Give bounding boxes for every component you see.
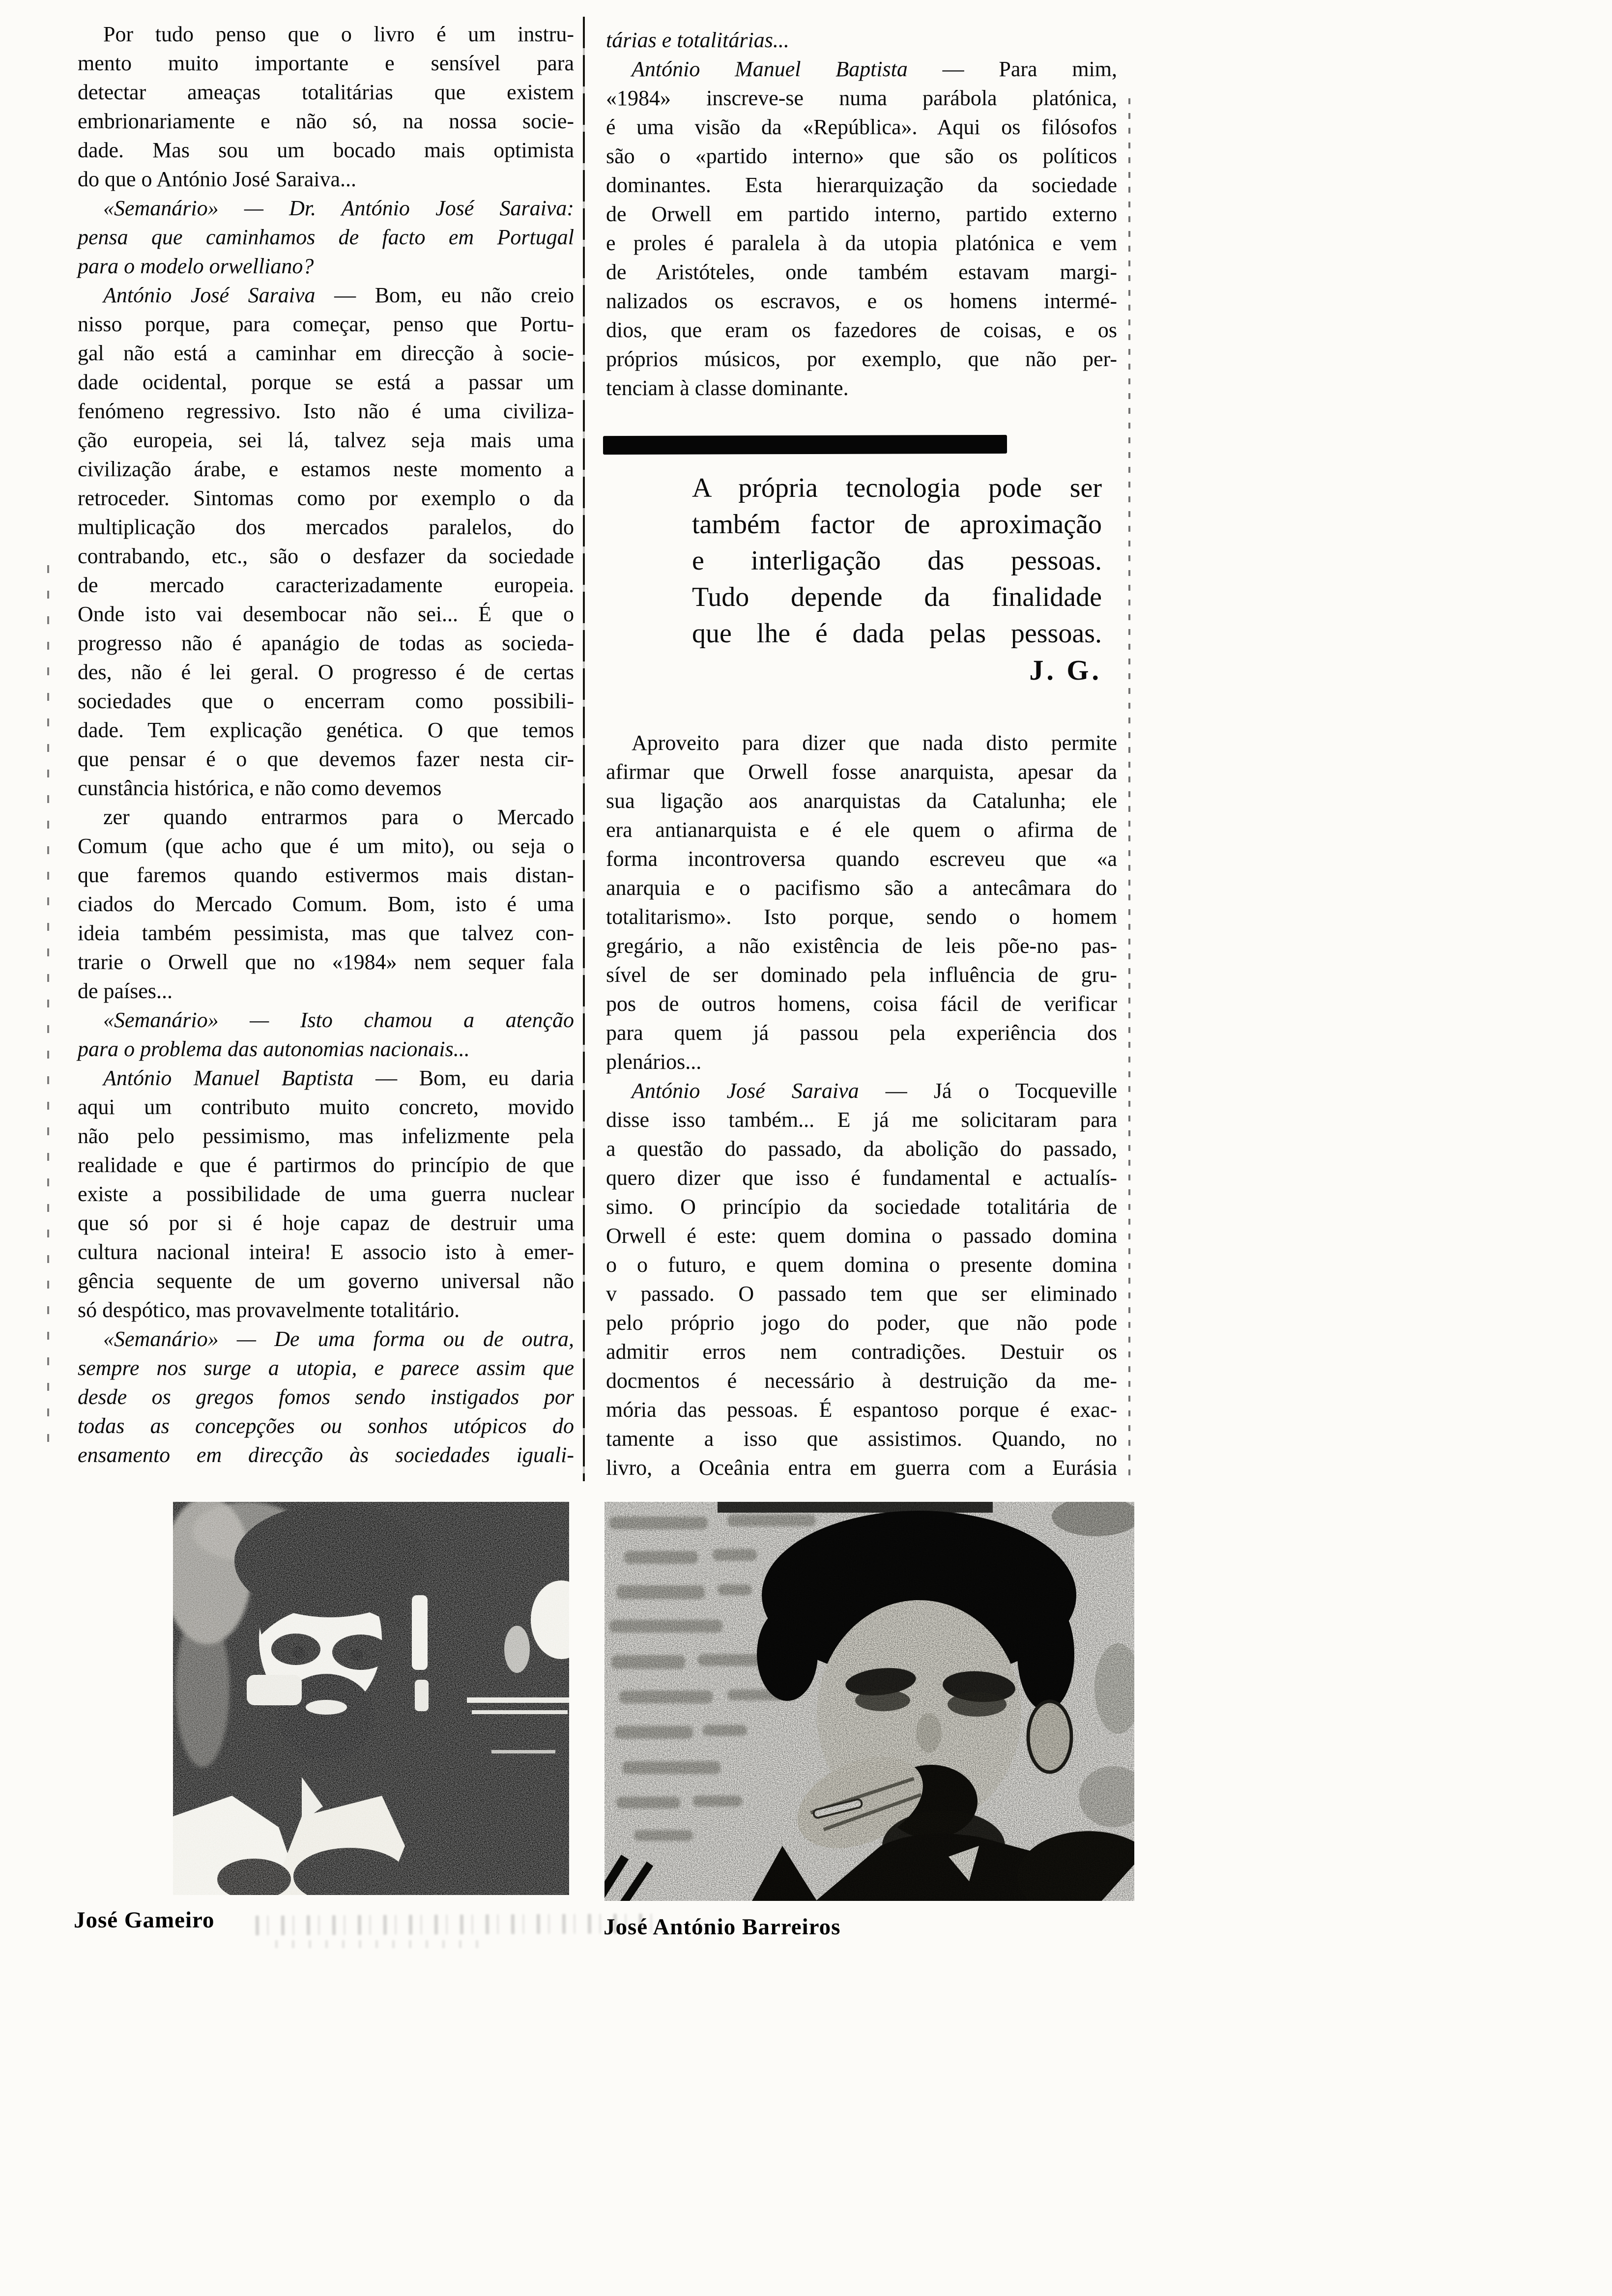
text-line: dade. Mas sou um bocado mais optimista [78, 138, 574, 162]
text-line: ciados do Mercado Comum. Bom, isto é uma [78, 892, 574, 916]
text-line: forma incontroversa quando escreveu que «a [606, 847, 1117, 871]
separator-bar [603, 435, 1007, 455]
right-column-bottom [606, 728, 1117, 1482]
text-line: sempre nos surge a utopia, e parece assim que [78, 1356, 574, 1380]
text-line: ensamento em direcção às sociedades iguali- [78, 1443, 574, 1467]
text-line: de Aristóteles, onde também estavam margi- [606, 260, 1117, 284]
text-line: v passado. O passado tem que ser eliminado [606, 1282, 1117, 1306]
text-line: António Manuel Baptista — Para mim, [632, 57, 1118, 81]
text-line: era antianarquista e é ele quem o afirma de [606, 818, 1117, 842]
text-line: Por tudo penso que o livro é um instru- [103, 22, 574, 46]
text-line: disse isso também... E já me solicitaram para [606, 1108, 1117, 1132]
text-line: sociedades que o encerram como possibili- [78, 689, 574, 713]
text-line: que lhe é dada pelas pessoas. [692, 618, 1102, 649]
text-line: realidade e que é partirmos do princípio de que [78, 1153, 574, 1177]
text-line: António José Saraiva — Já o Tocqueville [632, 1079, 1117, 1103]
text-line: gência sequente de um governo universal não [78, 1269, 574, 1293]
text-line: «Semanário» — Isto chamou a atenção [103, 1008, 574, 1032]
text-line: dade ocidental, porque se está a passar um [78, 370, 574, 394]
text-line: «1984» inscreve-se numa parábola platónica, [606, 86, 1117, 110]
text-line: Orwell é este: quem domina o passado domina [606, 1224, 1117, 1248]
text-line: a questão do passado, da abolição do passado, [606, 1137, 1117, 1161]
text-line: ideia também pessimista, mas que talvez con- [78, 921, 574, 945]
text-line: progresso não é apanágio de todas as socieda- [78, 631, 574, 655]
text-line: que pensar é o que devemos fazer nesta cir- [78, 747, 574, 771]
text-line: António José Saraiva — Bom, eu não creio [103, 283, 574, 307]
text-line: próprios músicos, por exemplo, que não per- [606, 347, 1117, 371]
text-line: ção europeia, sei lá, talvez seja mais uma [78, 428, 574, 452]
text-line: do que o António José Saraiva... [78, 167, 357, 191]
text-line: retroceder. Sintomas como por exemplo o da [78, 486, 574, 510]
text-line: des, não é lei geral. O progresso é de certas [78, 660, 574, 684]
text-line: mória das pessoas. É espantoso porque é exac- [606, 1398, 1117, 1422]
caption-smudge [256, 1914, 659, 1935]
text-line: docmentos é necessário à destruição da me- [606, 1369, 1117, 1393]
right-column-top [606, 26, 1117, 402]
text-line: «Semanário» — Dr. António José Saraiva: [103, 196, 574, 220]
text-line: sível de ser dominado pela influência de gru- [606, 963, 1117, 987]
text-line: pensa que caminhamos de facto em Portugal [78, 225, 574, 249]
text-line: totalitarismo». Isto porque, sendo o homem [606, 905, 1117, 929]
text-line: tárias e totalitárias... [606, 28, 789, 52]
text-line: gregário, a não existência de leis põe-no pas- [606, 934, 1117, 958]
right-margin-rule [1128, 98, 1130, 1484]
text-line: aqui um contributo muito concreto, movido [78, 1095, 574, 1119]
text-line: o o futuro, e quem domina o presente domina [606, 1253, 1117, 1277]
text-line: também factor de aproximação [692, 509, 1102, 540]
text-line: são o «partido interno» que são os políticos [606, 144, 1117, 168]
text-line: de mercado caracterizadamente europeia. [78, 573, 574, 597]
text-line: livro, a Oceânia entra em guerra com a Eurásia [606, 1456, 1117, 1480]
caption-jose-antonio-barreiros: José António Barreiros [604, 1914, 841, 1940]
text-line: sua ligação aos anarquistas da Catalunha; ele [606, 789, 1117, 813]
text-line: mento muito importante e sensível para [78, 51, 574, 75]
text-line: para quem já passou pela experiência dos [606, 1021, 1117, 1045]
text-line: nalizados os escravos, e os homens intermé- [606, 289, 1117, 313]
text-line: fenómeno regressivo. Isto não é uma civiliza- [78, 399, 574, 423]
text-line: quero dizer que isso é fundamental e actualís- [606, 1166, 1117, 1190]
text-line: pelo próprio jogo do poder, que não pode [606, 1311, 1117, 1335]
text-line: embrionariamente e não só, na nossa socie- [78, 109, 574, 133]
text-line: Comum (que acho que é um mito), ou seja o [78, 834, 574, 858]
text-line: que só por si é hoje capaz de destruir uma [78, 1211, 574, 1235]
text-line: e proles é paralela à da utopia platónica e vem [606, 231, 1117, 255]
text-line: desde os gregos fomos sendo instigados por [78, 1385, 574, 1409]
text-line: gal não está a caminhar em direcção à socie- [78, 341, 574, 365]
text-line: só despótico, mas provavelmente totalitário. [78, 1298, 460, 1322]
photo-jose-antonio-barreiros [604, 1502, 1134, 1901]
photo-jose-gameiro [173, 1502, 569, 1895]
text-line: contrabando, etc., são o desfazer da sociedade [78, 544, 574, 568]
text-line: tamente a isso que assistimos. Quando, no [606, 1427, 1117, 1451]
text-line: pos de outros homens, coisa fácil de verificar [606, 992, 1117, 1016]
text-line: é uma visão da «República». Aqui os filósofos [606, 115, 1117, 139]
pull-quote-signature: J. G. [1029, 654, 1102, 686]
text-line: António Manuel Baptista — Bom, eu daria [103, 1066, 574, 1090]
text-line: existe a possibilidade de uma guerra nuclear [78, 1182, 574, 1206]
text-line: A própria tecnologia pode ser [692, 473, 1102, 503]
text-line: nisso porque, para começar, penso que Portu- [78, 312, 574, 336]
column-divider-line [583, 17, 585, 1481]
text-line: dade. Tem explicação genética. O que temos [78, 718, 574, 742]
text-line: para o problema das autonomias nacionais... [78, 1037, 470, 1061]
caption-jose-gameiro: José Gameiro [74, 1907, 215, 1933]
text-line: Tudo depende da finalidade [692, 582, 1102, 612]
text-line: zer quando entrarmos para o Mercado [103, 805, 574, 829]
text-line: anarquia e o pacifismo são a antecâmara do [606, 876, 1117, 900]
text-line: detectar ameaças totalitárias que existem [78, 80, 574, 104]
text-line: Onde isto vai desembocar não sei... É que o [78, 602, 574, 626]
text-line: dominantes. Esta hierarquização da sociedade [606, 173, 1117, 197]
text-line: todas as concepções ou sonhos utópicos do [78, 1414, 574, 1438]
text-line: cunstância histórica, e não como devemos [78, 776, 442, 800]
text-line: plenários... [606, 1050, 702, 1074]
text-line: de Orwell em partido interno, partido externo [606, 202, 1117, 226]
text-line: multiplicação dos mercados paralelos, do [78, 515, 574, 539]
text-line: trarie o Orwell que no «1984» nem sequer fala [78, 950, 574, 974]
text-line: de países... [78, 979, 173, 1003]
text-line: civilização árabe, e estamos neste momento a [78, 457, 574, 481]
caption-smudge-2 [275, 1940, 482, 1948]
text-line: «Semanário» — De uma forma ou de outra, [103, 1327, 574, 1351]
pull-quote [692, 470, 1102, 652]
text-line: que faremos quando estivermos mais distan- [78, 863, 574, 887]
text-line: dios, que eram os fazedores de coisas, e os [606, 318, 1117, 342]
left-column [78, 20, 574, 1469]
text-line: afirmar que Orwell fosse anarquista, apesar da [606, 760, 1117, 784]
text-line: admitir erros nem contradições. Destuir os [606, 1340, 1117, 1364]
text-line: para o modelo orwelliano? [78, 254, 314, 278]
text-line: tenciam à classe dominante. [606, 376, 849, 400]
text-line: não pelo pessimismo, mas infelizmente pela [78, 1124, 574, 1148]
text-line: simo. O princípio da sociedade totalitária de [606, 1195, 1117, 1219]
text-line: Aproveito para dizer que nada disto permite [632, 731, 1117, 755]
text-line: e interligação das pessoas. [692, 545, 1102, 576]
left-margin-rule [47, 565, 49, 1450]
text-line: cultura nacional inteira! E associo isto à emer- [78, 1240, 574, 1264]
